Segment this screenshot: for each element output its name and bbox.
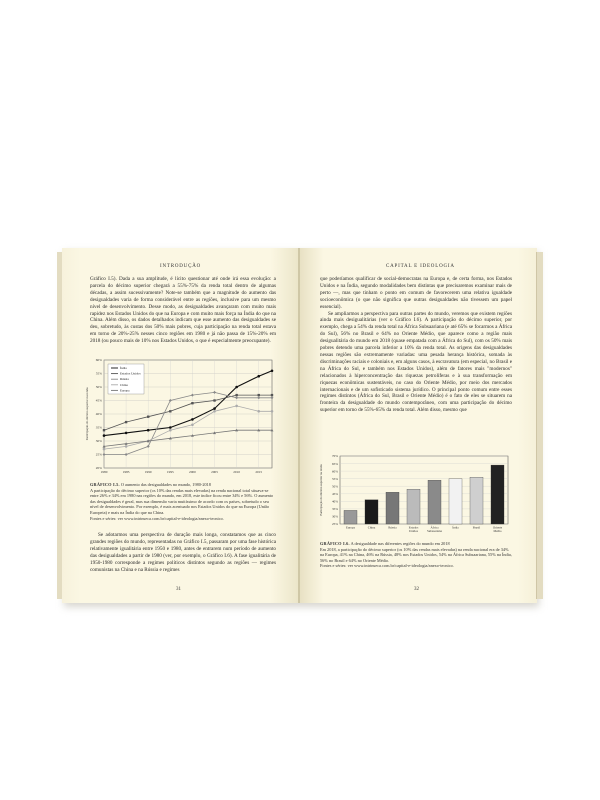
data-point bbox=[169, 410, 171, 412]
data-point bbox=[271, 394, 273, 396]
right-page bbox=[300, 248, 537, 603]
data-point bbox=[257, 410, 260, 413]
x-tick-label: 1985 bbox=[122, 470, 130, 474]
x-tick-label: 2000 bbox=[189, 470, 196, 474]
category-label: Unidos bbox=[409, 529, 418, 534]
x-tick-label: 1990 bbox=[144, 470, 152, 474]
y-tick-label: 40% bbox=[95, 412, 102, 417]
bar-chart bbox=[316, 452, 516, 540]
line-chart-svg bbox=[82, 354, 278, 480]
caption-label-left: GRÁFICO I.5. bbox=[90, 482, 120, 487]
data-point bbox=[103, 434, 106, 437]
data-point bbox=[258, 394, 260, 396]
category-label: Índia bbox=[452, 525, 459, 530]
caption-source-right: Fontes e séries: ver www.intrinseca.com.br/capital-e-ideologia/anexo-tecnico. bbox=[320, 563, 454, 569]
caption-title-right: A desigualdade nas diferentes regiões do mundo em 2018 bbox=[350, 541, 450, 546]
right-paragraph-top-text: que poderíamos qualificar de social-democratas na Europa e, de certa forma, nos Estados Unidos e na Índia, segundo modalidades bem distintas que precisaremos examinar mais de perto —, mas que tinham o ponto em comum de favorecerem uma relativa igualdade socioeconômica (o que não significa que outras desigualdades não tivessem um papel essencial). bbox=[320, 276, 512, 310]
right-paragraph-top bbox=[320, 276, 512, 414]
left-paragraph-top-text: Gráfico I.5). Dada a sua amplitude, é lícito questionar até onde irá essa evolução: a parcela do décimo superior chegará a 55%-75% da renda total dentro de algumas décadas, a assim sucessivamente? Note-se também que a magnitude do aumento das desigualdades varia de forma considerável entre as regiões, inclusive para um mesmo nível de desenvolvimento. Desse modo, as desigualdades avançaram com muito mais rapidez nos Estados Unidos do que na Europa e com muito mais força na Índia do que na China. Além disso, os dados detalhados indicam que esse aumento das desigualdades se deu, sobretudo, às custas dos 50% mais pobres, cuja participação na renda total estava em torno de 20%-25% nesses cinco regiões em 1980 e já não passa de 15%-20% em 2018 (ou pouco mais de 10% nos Estados Unidos, o que é especialmente preocupante). bbox=[90, 276, 276, 345]
legend-entry: Estados Unidos bbox=[120, 371, 141, 376]
data-point bbox=[125, 421, 127, 423]
y-tick-label: 60% bbox=[95, 358, 102, 363]
left-paragraph-top bbox=[90, 276, 276, 345]
y-tick-label: 50% bbox=[95, 385, 102, 390]
y-tick-label: 30% bbox=[331, 514, 338, 519]
data-point bbox=[271, 410, 274, 413]
y-tick-label: 20% bbox=[95, 466, 102, 471]
category-label: África bbox=[430, 525, 439, 530]
bar bbox=[344, 510, 357, 524]
caption-body-right: Em 2018, a participação do décimo superior (os 10% das rendas mais elevadas) na renda nacional era de 34% na Europa, 41% na China, 46% na Rússia, 48% nos Estados Unidos, 54% na África Subsaariana, 55% na Índia, 56% no Brasil e 64% no Oriente Médio. bbox=[320, 546, 512, 563]
y-tick-label: 65% bbox=[331, 461, 338, 466]
x-tick-label: 2005 bbox=[211, 470, 218, 474]
category-label: Estados bbox=[408, 525, 419, 530]
y-tick-label: 50% bbox=[331, 484, 338, 489]
y-tick-label: 30% bbox=[95, 439, 102, 444]
legend-entry: Europa bbox=[120, 388, 130, 393]
y-tick-label: 40% bbox=[331, 499, 338, 504]
data-point bbox=[191, 402, 193, 404]
x-tick-label: 1980 bbox=[100, 470, 108, 474]
data-point bbox=[147, 416, 149, 418]
folio-right: 32 bbox=[414, 587, 419, 592]
category-label: Subsaariana bbox=[427, 529, 442, 534]
y-axis-label: Participação do décimo superior na renda bbox=[319, 464, 323, 516]
y-tick-label: 55% bbox=[331, 476, 338, 481]
data-point bbox=[213, 407, 216, 410]
y-tick-label: 25% bbox=[95, 452, 102, 457]
data-point bbox=[103, 429, 105, 431]
x-tick-label: 2015 bbox=[255, 470, 263, 474]
running-head-left: INTRODUÇÃO bbox=[160, 264, 202, 269]
bar bbox=[491, 465, 504, 524]
data-point bbox=[271, 370, 274, 373]
data-point bbox=[103, 448, 106, 451]
folio-left: 31 bbox=[176, 587, 181, 592]
bar bbox=[365, 500, 378, 524]
bar-chart-svg bbox=[316, 452, 516, 540]
data-point bbox=[235, 394, 237, 396]
y-tick-label: 60% bbox=[331, 469, 338, 474]
data-point bbox=[169, 426, 172, 429]
open-book bbox=[62, 248, 537, 603]
x-tick-label: 2010 bbox=[233, 470, 241, 474]
y-tick-label: 45% bbox=[331, 491, 338, 496]
legend-entry: China bbox=[120, 382, 128, 387]
caption-title-left: O aumento das desigualdades no mundo, 1980-2018 bbox=[120, 482, 211, 487]
category-label: Brasil bbox=[472, 525, 481, 530]
data-point bbox=[147, 429, 150, 432]
y-tick-label: 25% bbox=[331, 522, 338, 527]
line-chart bbox=[82, 354, 278, 480]
data-point bbox=[257, 375, 260, 378]
y-tick-label: 55% bbox=[95, 371, 102, 376]
right-paragraph-mid-text: Se ampliarmos a perspectiva para outras partes do mundo, veremos que existem regiões ainda mais desigualitárias (ver o Gráfico I.6). A participação do décimo superior, por exemplo, chega a 54% da renda total na África Subsaariana (e até 65% se focarmos a África do Sul), 56% no Brasil e 64% no Oriente Médio, que aparece como a região mais desigualitária do mundo em 2018 (quase empatada com a África do Sul), com os 50% mais pobres detendo uma parcela inferior a 10% da renda total. As origens das desigualdades nessas regiões são extremamente variadas: uma pesada herança histórica, somada às discriminações raciais e coloniais e, em alguns casos, à escravatura (em especial, no Brasil e na África do Sul, e também nos Estados Unidos), além de fatores mais "modernos" relacionados à hiperconcentração das riquezas petrolíferas e à sua transformação em riquezas econômicas sustentáveis, no caso do Oriente Médio, por meio dos mercados internacionais e de um sofisticado sistema jurídico. O principal ponto comum entre esses regimes distintos (África do Sul, Brasil e Oriente Médio) é o fato de eles se situarem na fronteira da desigualdade do mundo contemporâneo, com uma participação do décimo superior em torno de 55%-65% da renda total. Além disso, mesmo que bbox=[320, 310, 512, 414]
bar bbox=[470, 477, 483, 524]
data-point bbox=[191, 418, 194, 421]
data-point bbox=[235, 405, 238, 408]
caption-label-right: GRÁFICO I.6. bbox=[320, 541, 350, 546]
page-edge-right bbox=[536, 252, 543, 599]
left-paragraph-bottom-text: Se adotarmos uma perspectiva de duração mais longa, constatamos que as cinco grandes regiões do mundo, representadas no Gráfico I.5, passaram por uma fase histórica relativamente igualitária entre 1950 e 1980, antes de entrarem num período de aumento das desigualdades a partir de 1980 (ver, por exemplo, o Gráfico I.6). A fase igualitária de 1950-1980 corresponde a regimes políticos distintos segundo as regiões — regimes comunistas na China e na Rússia e regimes bbox=[90, 532, 276, 573]
category-label: Médio bbox=[493, 529, 502, 534]
left-page bbox=[62, 248, 299, 603]
data-point bbox=[213, 399, 215, 401]
category-label: Rússia bbox=[388, 525, 397, 530]
data-point bbox=[213, 410, 216, 413]
y-tick-label: 35% bbox=[95, 425, 102, 430]
category-label: China bbox=[367, 525, 376, 530]
data-point bbox=[235, 386, 238, 389]
legend bbox=[108, 364, 144, 394]
y-tick-label: 70% bbox=[331, 454, 338, 459]
x-tick-label: 1995 bbox=[166, 470, 174, 474]
bar bbox=[386, 492, 399, 524]
y-tick-label: 35% bbox=[331, 507, 338, 512]
y-axis-label: Participação do décimo superior na renda bbox=[85, 387, 89, 441]
y-tick-label: 45% bbox=[95, 398, 102, 403]
category-label: Oriente bbox=[492, 525, 503, 530]
line-chart-caption bbox=[90, 482, 276, 521]
bar-chart-caption bbox=[320, 541, 512, 569]
legend-entry: Índia bbox=[120, 366, 127, 370]
running-head-right: CAPITAL E IDEOLOGIA bbox=[386, 264, 455, 269]
bar bbox=[407, 489, 420, 524]
data-point bbox=[125, 445, 128, 448]
category-label: Europa bbox=[346, 525, 355, 530]
data-point bbox=[169, 429, 172, 432]
data-point bbox=[125, 432, 128, 435]
caption-source-left: Fontes e séries: ver www.intrinseca.com.br/capital-e-ideologia/anexo-tecnico. bbox=[90, 515, 224, 521]
data-point bbox=[191, 424, 194, 427]
bar bbox=[428, 480, 441, 524]
bar bbox=[449, 479, 462, 524]
caption-body-left: A participação do décimo superior (os 10% das rendas mais elevadas) na renda nacional total situava-se entre 26% e 34% em 1980 nas regiões do mundo, em 2018, este índice ficou entre 34% e 56%. O aumento das desigualdades é geral, mas sua dimensão varia muitíssimo de acordo com os países, sobretudo o seu nível de desenvolvimento. Por exemplo, é mais acentuado nos Estados Unidos do que na Europa (União Europeia) e mais na Índia do que na China. bbox=[90, 487, 274, 515]
left-paragraph-bottom bbox=[90, 532, 276, 573]
legend-entry: Rússia bbox=[120, 377, 129, 382]
